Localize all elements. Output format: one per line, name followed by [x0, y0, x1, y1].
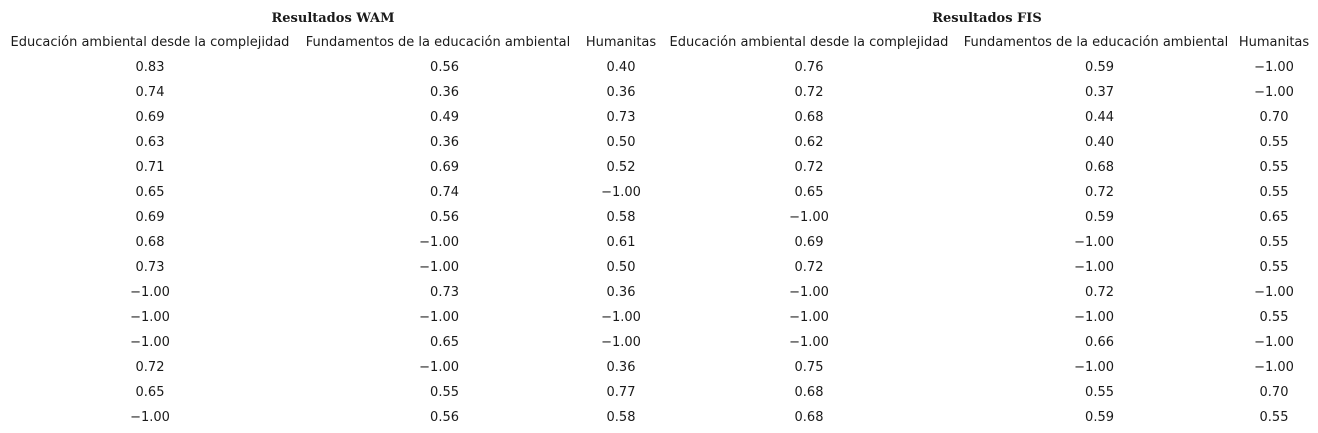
table-cell: 0.55 [1259, 235, 1289, 250]
table-cell: −1.00 [419, 360, 459, 375]
table-cell: −1.00 [789, 335, 829, 350]
table-cell: −1.00 [1254, 360, 1294, 375]
table-cell: 0.71 [135, 160, 165, 175]
table-cell: −1.00 [419, 260, 459, 275]
table-cell: 0.36 [606, 360, 636, 375]
table-cell: 0.59 [1085, 60, 1114, 75]
table-cell: 0.55 [1259, 410, 1289, 425]
table-cell: 0.58 [606, 210, 636, 225]
table-cell: 0.65 [430, 335, 459, 350]
table-cell: 0.74 [135, 85, 165, 100]
table-cell: 0.63 [135, 135, 165, 150]
table-cell: 0.68 [794, 110, 824, 125]
table-cell: 0.65 [794, 185, 824, 200]
table-row [4, 180, 1312, 205]
table-cell: 0.69 [135, 110, 165, 125]
table-cell: −1.00 [1254, 335, 1294, 350]
group-title-fis: Resultados FIS [932, 10, 1042, 26]
table-cell: 0.65 [135, 185, 165, 200]
column-header: Humanitas [585, 35, 657, 50]
group-title-wam: Resultados WAM [271, 10, 395, 26]
table-cell: 0.49 [430, 110, 459, 125]
table-cell: 0.36 [430, 135, 459, 150]
column-header-row [4, 30, 1312, 55]
table-cell: 0.69 [430, 160, 459, 175]
table-cell: 0.52 [606, 160, 636, 175]
table-cell: −1.00 [130, 285, 170, 300]
table-row [4, 255, 1312, 280]
table-cell: 0.50 [606, 135, 636, 150]
table-cell: −1.00 [419, 310, 459, 325]
column-header: Educación ambiental desde la complejidad [669, 35, 949, 50]
table-cell: 0.40 [606, 60, 636, 75]
table-row [4, 405, 1312, 430]
table-cell: 0.75 [794, 360, 824, 375]
table-cell: 0.36 [430, 85, 459, 100]
table-cell: 0.55 [1259, 185, 1289, 200]
table-cell: 0.72 [135, 360, 165, 375]
table-cell: −1.00 [1254, 85, 1294, 100]
table-cell: 0.73 [430, 285, 459, 300]
table-cell: −1.00 [130, 410, 170, 425]
table-cell: −1.00 [1074, 260, 1114, 275]
table-cell: 0.70 [1259, 385, 1289, 400]
table-cell: −1.00 [1074, 310, 1114, 325]
table-row [4, 305, 1312, 330]
table-cell: 0.69 [794, 235, 824, 250]
table-cell: 0.70 [1259, 110, 1289, 125]
table-cell: 0.77 [606, 385, 636, 400]
table-cell: 0.58 [606, 410, 636, 425]
table-cell: 0.73 [135, 260, 165, 275]
table-row [4, 355, 1312, 380]
table-cell: 0.55 [1259, 135, 1289, 150]
table-row [4, 205, 1312, 230]
table-cell: 0.68 [794, 385, 824, 400]
table-cell: −1.00 [130, 335, 170, 350]
table-cell: 0.68 [135, 235, 165, 250]
column-header: Educación ambiental desde la complejidad [10, 35, 290, 50]
table-cell: 0.68 [794, 410, 824, 425]
table-row [4, 230, 1312, 255]
table-cell: 0.56 [430, 410, 459, 425]
table-cell: 0.56 [430, 210, 459, 225]
table-cell: 0.37 [1085, 85, 1114, 100]
table-cell: −1.00 [1074, 235, 1114, 250]
table-cell: 0.59 [1085, 210, 1114, 225]
table-cell: −1.00 [1254, 285, 1294, 300]
table-cell: −1.00 [601, 185, 641, 200]
table-cell: 0.55 [430, 385, 459, 400]
table-cell: 0.56 [430, 60, 459, 75]
table-cell: 0.62 [794, 135, 824, 150]
table-cell: −1.00 [601, 335, 641, 350]
table-cell: 0.72 [794, 260, 824, 275]
table-row [4, 55, 1312, 80]
table-cell: 0.76 [794, 60, 824, 75]
table-cell: 0.65 [1259, 210, 1289, 225]
table-cell: 0.55 [1259, 160, 1289, 175]
table-row [4, 130, 1312, 155]
table-cell: 0.66 [1085, 335, 1114, 350]
column-header: Humanitas [1238, 35, 1310, 50]
table-row [4, 155, 1312, 180]
table-cell: −1.00 [789, 210, 829, 225]
table-row [4, 330, 1312, 355]
table-cell: 0.65 [135, 385, 165, 400]
table-cell: −1.00 [419, 235, 459, 250]
table-cell: 0.55 [1259, 310, 1289, 325]
table-row [4, 80, 1312, 105]
table-cell: −1.00 [1074, 360, 1114, 375]
column-header: Fundamentos de la educación ambiental [305, 35, 571, 50]
table-row [4, 380, 1312, 405]
table-cell: 0.74 [430, 185, 459, 200]
table-cell: 0.50 [606, 260, 636, 275]
table-cell: 0.55 [1259, 260, 1289, 275]
table-cell: 0.73 [606, 110, 636, 125]
table-cell: 0.72 [794, 160, 824, 175]
table-row [4, 280, 1312, 305]
table-cell: 0.68 [1085, 160, 1114, 175]
table-cell: −1.00 [789, 310, 829, 325]
table-cell: 0.59 [1085, 410, 1114, 425]
table-row [4, 105, 1312, 130]
table-cell: 0.69 [135, 210, 165, 225]
table-cell: 0.36 [606, 285, 636, 300]
group-title-row [4, 6, 1312, 30]
results-table [4, 6, 1312, 430]
table-cell: −1.00 [789, 285, 829, 300]
table-cell: −1.00 [130, 310, 170, 325]
table-cell: 0.55 [1085, 385, 1114, 400]
column-header: Fundamentos de la educación ambiental [963, 35, 1229, 50]
table-cell: 0.72 [1085, 285, 1114, 300]
table-cell: 0.72 [1085, 185, 1114, 200]
table-cell: 0.44 [1085, 110, 1114, 125]
table-cell: 0.72 [794, 85, 824, 100]
table-body [4, 55, 1312, 430]
table-cell: −1.00 [1254, 60, 1294, 75]
table-cell: 0.61 [606, 235, 636, 250]
table-cell: 0.83 [135, 60, 165, 75]
table-cell: 0.36 [606, 85, 636, 100]
table-cell: 0.40 [1085, 135, 1114, 150]
table-cell: −1.00 [601, 310, 641, 325]
